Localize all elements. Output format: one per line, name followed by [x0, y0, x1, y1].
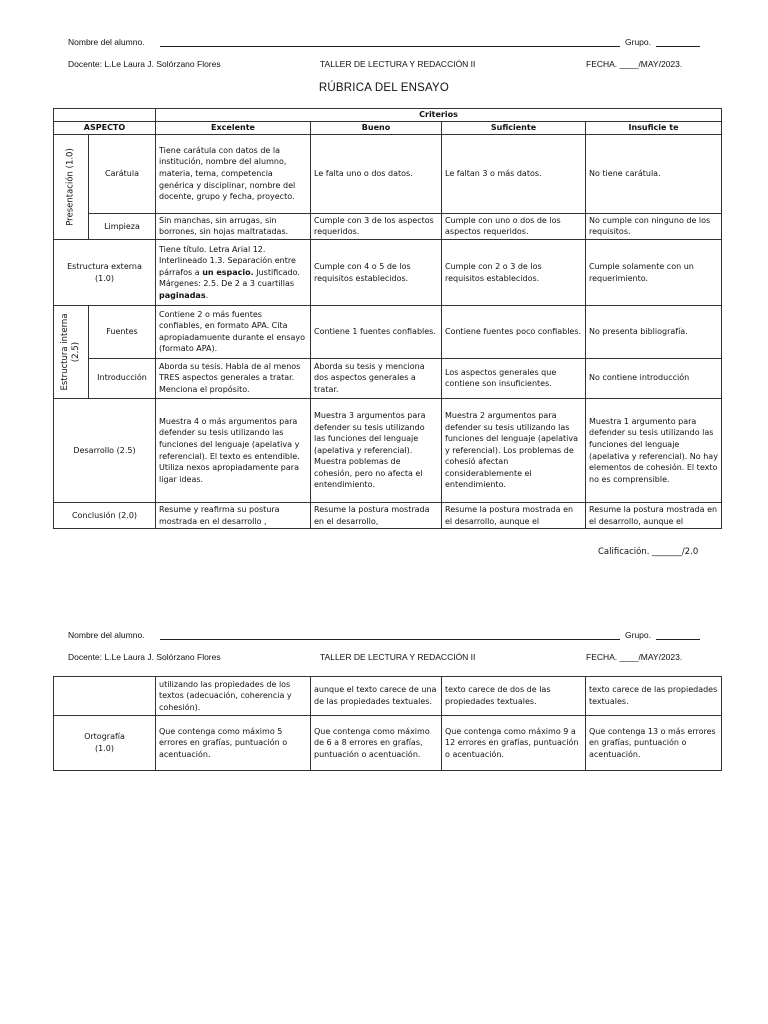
- student-name-line: [160, 639, 620, 640]
- level-suficiente-header: Suficiente: [442, 122, 586, 135]
- desarrollo-label: Desarrollo (2.5): [54, 399, 156, 503]
- externa-suficiente: Cumple con 2 o 3 de los requisitos establecidos.: [442, 240, 586, 306]
- interna-group-line1: Estructura interna: [59, 313, 70, 391]
- desarrollo-excelente: Muestra 4 o más argumentos para defender su tesis utilizando las funciones del lenguaje (apelativa y referencial). El texto es entendible. Utiliza nexos apropiadamente para ligar ideas.: [156, 399, 311, 503]
- student-name-label: Nombre del alumno.: [68, 37, 145, 47]
- level-insuficiente-header: Insuficie te: [586, 122, 722, 135]
- cont-bueno: aunque el texto carece de una de las propiedades textuales.: [311, 677, 442, 716]
- ortografia-suficiente: Que contenga como máximo 9 a 12 errores en grafías, puntuación o acentuación.: [442, 716, 586, 771]
- caratula-suficiente: Le faltan 3 o más datos.: [442, 135, 586, 214]
- introduccion-suficiente: Los aspectos generales que contiene son insuficientes.: [442, 358, 586, 398]
- limpieza-suficiente: Cumple con uno o dos de los aspectos requeridos.: [442, 213, 586, 239]
- limpieza-bueno: Cumple con 3 de los aspectos requeridos.: [311, 213, 442, 239]
- student-name-label: Nombre del alumno.: [68, 630, 145, 640]
- ortografia-excelente: Que contenga como máximo 5 errores en grafías, puntuación o acentuación.: [156, 716, 311, 771]
- introduccion-excelente: Aborda su tesis. Habla de al menos TRES aspectos generales a tratar. Menciona el propósito.: [156, 358, 311, 398]
- teacher-name: Docente: L.Le Laura J. Solórzano Flores: [68, 652, 221, 662]
- workshop-name: TALLER DE LECTURA Y REDACCIÓN II: [320, 652, 476, 662]
- caratula-excelente: Tiene carátula con datos de la institución, nombre del alumno, materia, tema, competencia genérica y disciplinar, nombre del docente, grupo y fecha, proyecto.: [156, 135, 311, 214]
- teacher-name: Docente: L.Le Laura J. Solórzano Flores: [68, 59, 221, 69]
- externa-insuficiente: Cumple solamente con un requerimiento.: [586, 240, 722, 306]
- table-row: [54, 716, 722, 771]
- aspect-header: ASPECTO: [54, 122, 156, 135]
- table-row: [54, 135, 722, 214]
- ortografia-label: [54, 716, 156, 771]
- table-row: [54, 213, 722, 239]
- externa-excelente-text: Tiene título. Letra Arial 12. Interlineado 1.3. Separación entre párrafos a: [159, 244, 296, 277]
- ortografia-bueno: Que contenga como máximo de 6 a 8 errores en grafías, puntuación o acentuación.: [311, 716, 442, 771]
- group-label: Grupo.: [625, 630, 651, 640]
- limpieza-excelente: Sin manchas, sin arrugas, sin borrones, sin hojas maltratadas.: [156, 213, 311, 239]
- externa-excelente-bold: un espacio.: [202, 267, 254, 277]
- table-row: [54, 358, 722, 398]
- level-bueno-header: Bueno: [311, 122, 442, 135]
- ortografia-label-line2: (1.0): [95, 744, 114, 753]
- externa-label-line2: (1.0): [95, 273, 114, 283]
- externa-excelente-text: Justificado. Márgenes: 2.5. De 2 a 3 cuartillas: [159, 267, 300, 289]
- levels-header-row: [54, 122, 722, 135]
- externa-label: [54, 240, 156, 306]
- caratula-label: Carátula: [89, 135, 156, 214]
- presentacion-group-cell: [54, 135, 89, 240]
- externa-excelente-text: .: [205, 290, 209, 300]
- fuentes-insuficiente: No presenta bibliografía.: [586, 306, 722, 359]
- group-label: Grupo.: [625, 37, 651, 47]
- empty-header-cell: [54, 109, 156, 122]
- fuentes-excelente: Contiene 2 o más fuentes confiables, en formato APA. Cita apropiadamuente durante el ensayo (formato APA).: [156, 306, 311, 359]
- conclusion-excelente: Resume y reafirma su postura mostrada en el desarrollo ,: [156, 503, 311, 529]
- workshop-name: TALLER DE LECTURA Y REDACCIÓN II: [320, 59, 476, 69]
- group-line: [656, 46, 700, 47]
- table-row: [54, 306, 722, 359]
- ortografia-insuficiente: Que contenga 13 o más errores en grafías, puntuación o acentuación.: [586, 716, 722, 771]
- conclusion-bueno: Resume la postura mostrada en el desarrollo,: [311, 503, 442, 529]
- fuentes-bueno: Contiene 1 fuentes confiables.: [311, 306, 442, 359]
- ortografia-label-line1: Ortografía: [84, 732, 125, 742]
- conclusion-insuficiente: Resume la postura mostrada en el desarrollo, aunque el: [586, 503, 722, 529]
- externa-label-line1: Estructura externa: [67, 261, 142, 271]
- desarrollo-suficiente: Muestra 2 argumentos para defender su tesis utilizando las funciones del lenguaje (apelativa y referencial). Los problemas de cohesió afectan considerablemente el entendimiento.: [442, 399, 586, 503]
- limpieza-label: Limpieza: [89, 213, 156, 239]
- table-row: [54, 399, 722, 503]
- table-row: [54, 677, 722, 716]
- conclusion-label: Conclusión (2.0): [54, 503, 156, 529]
- table-row: [54, 240, 722, 306]
- rubric-table-continued: [53, 676, 722, 771]
- externa-bueno: Cumple con 4 o 5 de los requisitos establecidos.: [311, 240, 442, 306]
- introduccion-label: Introducción: [89, 358, 156, 398]
- student-name-line: [160, 46, 620, 47]
- introduccion-bueno: Aborda su tesis y menciona dos aspectos generales a tratar.: [311, 358, 442, 398]
- date-field: FECHA. ____/MAY/2023.: [586, 652, 683, 662]
- interna-group-line2: (2.5): [71, 341, 81, 363]
- presentacion-group-label: Presentación (1.0): [65, 148, 76, 226]
- group-line: [656, 639, 700, 640]
- interna-group-label: [60, 313, 82, 390]
- fuentes-label: Fuentes: [89, 306, 156, 359]
- caratula-insuficiente: No tiene carátula.: [586, 135, 722, 214]
- desarrollo-bueno: Muestra 3 argumentos para defender su tesis utilizando las funciones del lenguaje (apelativa y referencial). Muestra poblemas de cohesión, pero no afecta el entendimiento.: [311, 399, 442, 503]
- desarrollo-insuficiente: Muestra 1 argumento para defender su tesis utilizando las funciones del lenguaje (apelativa y referencial). No hay elementos de cohesión. El texto no es comprensible.: [586, 399, 722, 503]
- introduccion-insuficiente: No contiene introducción: [586, 358, 722, 398]
- cont-suficiente: texto carece de dos de las propiedades textuales.: [442, 677, 586, 716]
- criteria-header: Criterios: [156, 109, 722, 122]
- date-field: FECHA. ____/MAY/2023.: [586, 59, 683, 69]
- page-title: RÚBRICA DEL ENSAYO: [318, 82, 450, 94]
- table-row: [54, 503, 722, 529]
- fuentes-suficiente: Contiene fuentes poco confiables.: [442, 306, 586, 359]
- cont-excelente: utilizando las propiedades de los textos (adecuación, coherencia y cohesión).: [156, 677, 311, 716]
- calificacion-field: Calificación. _______/2.0: [598, 547, 699, 557]
- cont-insuficiente: texto carece de las propiedades textuales.: [586, 677, 722, 716]
- externa-excelente: [156, 240, 311, 306]
- level-excelente-header: Excelente: [156, 122, 311, 135]
- cont-label-empty: [54, 677, 156, 716]
- interna-group-cell: [54, 306, 89, 399]
- externa-excelente-bold: paginadas: [159, 290, 206, 300]
- criteria-header-row: [54, 109, 722, 122]
- conclusion-suficiente: Resume la postura mostrada en el desarrollo, aunque el: [442, 503, 586, 529]
- limpieza-insuficiente: No cumple con ninguno de los requisitos.: [586, 213, 722, 239]
- caratula-bueno: Le falta uno o dos datos.: [311, 135, 442, 214]
- rubric-table: [53, 108, 722, 529]
